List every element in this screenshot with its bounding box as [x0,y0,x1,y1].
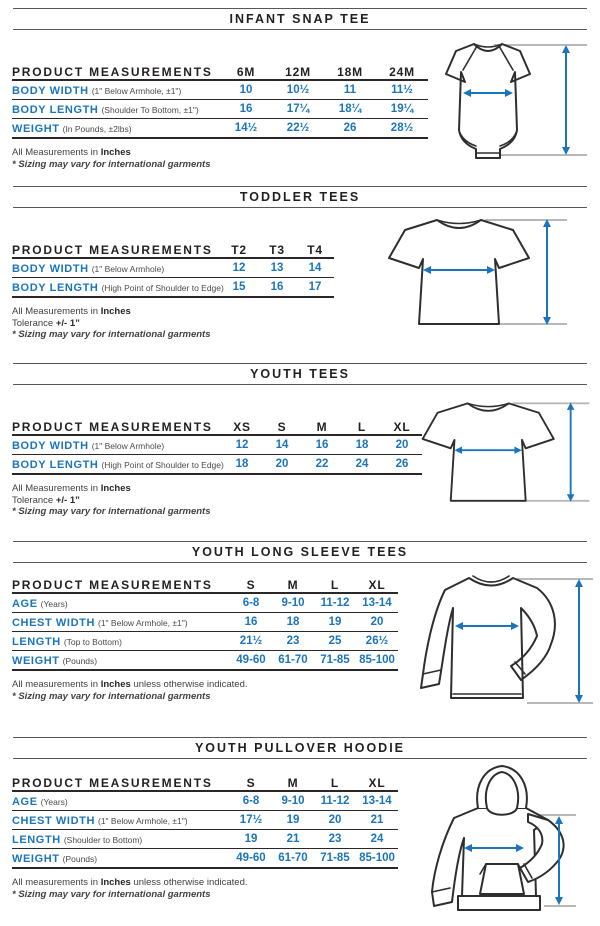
measurement-detail: (Shoulder To Bottom, ±1") [101,105,199,115]
measurement-value: 17½ [230,811,272,830]
measurement-value: 12 [222,435,262,455]
measurement-value: 61-70 [272,651,314,671]
toddler-tshirt-diagram [383,206,573,340]
hoodie-hem-band [458,896,540,910]
measurement-row [12,100,428,119]
measurement-label: AGE [12,796,38,808]
size-column-header: T2 [220,236,258,258]
size-column-header: L [314,769,356,791]
measurements-note: All Measurements in Inches [12,483,131,494]
size-column-header: S [262,413,302,435]
measurements-note: All Measurements in Inches [12,306,131,317]
measurement-detail: (Years) [40,797,68,807]
youth-pullover-hoodie-diagram [424,758,594,918]
measurement-label: WEIGHT [12,655,60,667]
size-column-header: L [314,571,356,593]
measurement-value: 14½ [220,119,272,139]
measurement-value: 19¼ [376,100,428,119]
size-table [12,413,422,475]
size-column-header: S [230,769,272,791]
measurement-detail: (In Pounds, ±2lbs) [62,124,132,134]
measurement-value: 22½ [272,119,324,139]
measurement-value: 16 [230,613,272,632]
measurement-value: 20 [356,613,398,632]
sizing-note: * Sizing may vary for international garments [12,888,211,900]
section-title: YOUTH TEES [250,367,350,381]
measurement-detail: (Pounds) [62,656,98,666]
measurement-value: 21 [272,830,314,849]
size-column-header: S [230,571,272,593]
measurement-label: BODY WIDTH [12,263,89,275]
section-title-bar [13,737,587,759]
sizing-note: * Sizing may vary for international garments [12,158,211,170]
body-length-arrow [567,402,574,501]
measurement-row [12,435,422,455]
measurement-row [12,651,398,671]
measurements-note: All measurements in Inches unless otherwise indicated. [12,679,248,690]
measurement-value: 17 [296,278,334,298]
measurement-value: 13 [258,258,296,278]
measurement-value: 13-14 [356,791,398,811]
section-title: TODDLER TEES [239,190,361,204]
section-title-bar [13,541,587,563]
size-column-header: XL [356,571,398,593]
measurement-value: 71-85 [314,651,356,671]
body-length-arrow [543,219,551,325]
measurement-value: 20 [314,811,356,830]
tolerance-note: Tolerance +/- 1” [12,494,80,506]
measurement-value: 17¼ [272,100,324,119]
size-column-header: XS [222,413,262,435]
measurement-value: 18 [272,613,314,632]
measurement-value: 18¼ [324,100,376,119]
table-header: PRODUCT MEASUREMENTS [12,571,230,593]
section-title-bar [13,363,587,385]
table-header-row [12,236,334,258]
size-table [12,571,398,671]
table-header: PRODUCT MEASUREMENTS [12,413,222,435]
measurement-row [12,278,334,298]
measurement-value: 25 [314,632,356,651]
length-arrow [575,579,583,703]
size-column-header: T4 [296,236,334,258]
table-header: PRODUCT MEASUREMENTS [12,769,230,791]
kangaroo-pocket [480,864,524,894]
measurement-row [12,830,398,849]
sizing-note: * Sizing may vary for international garments [12,690,211,702]
measurement-row [12,632,398,651]
section-title: YOUTH LONG SLEEVE TEES [191,545,409,559]
measurement-value: 18 [342,435,382,455]
measurement-value: 22 [302,455,342,475]
measurement-detail: (Shoulder to Bottom) [63,835,143,845]
size-column-header: XL [382,413,422,435]
hood-opening [486,772,518,815]
measurement-row [12,613,398,632]
size-column-header: XL [356,769,398,791]
measurement-value: 9-10 [272,791,314,811]
table-header-row [12,571,398,593]
collar-inner-line [473,576,509,582]
section-title-bar [13,186,587,208]
section-title-bar [13,8,587,30]
section-title: YOUTH PULLOVER HOODIE [194,741,406,755]
measurement-label: BODY WIDTH [12,440,89,452]
measurement-value: 23 [272,632,314,651]
youth-tshirt-diagram [417,390,595,516]
measurement-value: 28½ [376,119,428,139]
long-sleeve-tee-outline [421,578,555,698]
measurement-value: 9-10 [272,593,314,613]
measurement-detail: (1" Below Armhole, ±1") [97,618,188,628]
measurement-value: 26 [324,119,376,139]
measurement-value: 49-60 [230,651,272,671]
size-column-header: 24M [376,58,428,80]
measurement-value: 16 [302,435,342,455]
measurement-value: 15 [220,278,258,298]
measurement-label: WEIGHT [12,853,60,865]
measurement-detail: (Years) [40,599,68,609]
measurement-label: BODY LENGTH [12,459,99,471]
measurement-value: 12 [220,258,258,278]
measurement-label: BODY WIDTH [12,85,89,97]
measurement-value: 61-70 [272,849,314,869]
size-table [12,236,334,298]
measurement-value: 85-100 [356,651,398,671]
measurement-detail: (Top to Bottom) [63,637,122,647]
size-column-header: T3 [258,236,296,258]
table-header-row [12,769,398,791]
measurement-value: 6-8 [230,791,272,811]
measurement-value: 21½ [230,632,272,651]
measurement-value: 49-60 [230,849,272,869]
measurement-value: 10½ [272,80,324,100]
measurement-label: CHEST WIDTH [12,617,95,629]
measurement-label: WEIGHT [12,123,60,135]
table-header: PRODUCT MEASUREMENTS [12,236,220,258]
measurement-detail: (High Point of Shoulder to Edge) [101,283,224,293]
section-title: INFANT SNAP TEE [229,12,371,26]
measurement-label: LENGTH [12,834,61,846]
measurement-value: 10 [220,80,272,100]
measurement-value: 23 [314,830,356,849]
measurement-value: 20 [382,435,422,455]
bodysuit-outline [446,44,530,158]
measurement-row [12,791,398,811]
infant-bodysuit-diagram [438,36,590,166]
measurement-value: 18 [222,455,262,475]
tshirt-outline [389,220,529,324]
measurement-value: 14 [262,435,302,455]
measurement-value: 20 [262,455,302,475]
measurement-value: 85-100 [356,849,398,869]
size-table [12,58,428,139]
body-length-arrow [562,45,570,155]
measurement-detail: (Pounds) [62,854,98,864]
youth-long-sleeve-tee-diagram [413,564,595,710]
measurement-value: 16 [220,100,272,119]
measurement-detail: (1" Below Armhole, ±1") [97,816,188,826]
table-header-row [12,413,422,435]
table-header: PRODUCT MEASUREMENTS [12,58,220,80]
measurement-value: 16 [258,278,296,298]
size-column-header: 12M [272,58,324,80]
measurements-note: All Measurements in Inches [12,147,131,158]
tshirt-outline [423,403,554,500]
measurement-detail: (1" Below Armhole, ±1") [91,86,182,96]
size-column-header: 18M [324,58,376,80]
measurement-value: 11-12 [314,791,356,811]
size-column-header: M [302,413,342,435]
measurement-value: 26½ [356,632,398,651]
measurement-label: BODY LENGTH [12,282,99,294]
measurement-value: 19 [272,811,314,830]
measurement-value: 6-8 [230,593,272,613]
sizing-note: * Sizing may vary for international garments [12,506,211,517]
measurement-label: CHEST WIDTH [12,815,95,827]
sizing-note: * Sizing may vary for international garments [12,329,211,340]
measurement-value: 13-14 [356,593,398,613]
measurement-value: 24 [342,455,382,475]
measurement-row [12,119,428,139]
size-column-header: L [342,413,382,435]
measurement-row [12,258,334,278]
measurement-value: 71-85 [314,849,356,869]
measurements-note: All measurements in Inches unless otherwise indicated. [12,877,248,888]
size-column-header: M [272,769,314,791]
measurement-row [12,593,398,613]
measurement-value: 26 [382,455,422,475]
measurement-label: AGE [12,598,38,610]
measurement-value: 21 [356,811,398,830]
measurement-row [12,811,398,830]
measurement-value: 11-12 [314,593,356,613]
measurement-value: 11 [324,80,376,100]
size-column-header: 6M [220,58,272,80]
measurement-value: 24 [356,830,398,849]
measurement-row [12,849,398,869]
size-table [12,769,398,869]
measurement-value: 19 [314,613,356,632]
measurement-value: 14 [296,258,334,278]
size-column-header: M [272,571,314,593]
tolerance-note: Tolerance +/- 1” [12,317,80,329]
measurement-label: LENGTH [12,636,61,648]
measurement-row [12,455,422,475]
measurement-label: BODY LENGTH [12,104,99,116]
measurement-value: 19 [230,830,272,849]
measurement-detail: (High Point of Shoulder to Edge) [101,460,224,470]
measurement-detail: (1" Below Armhole) [91,264,165,274]
table-header-row [12,58,428,80]
measurement-detail: (1" Below Armhole) [91,441,165,451]
measurement-row [12,80,428,100]
measurement-value: 11½ [376,80,428,100]
